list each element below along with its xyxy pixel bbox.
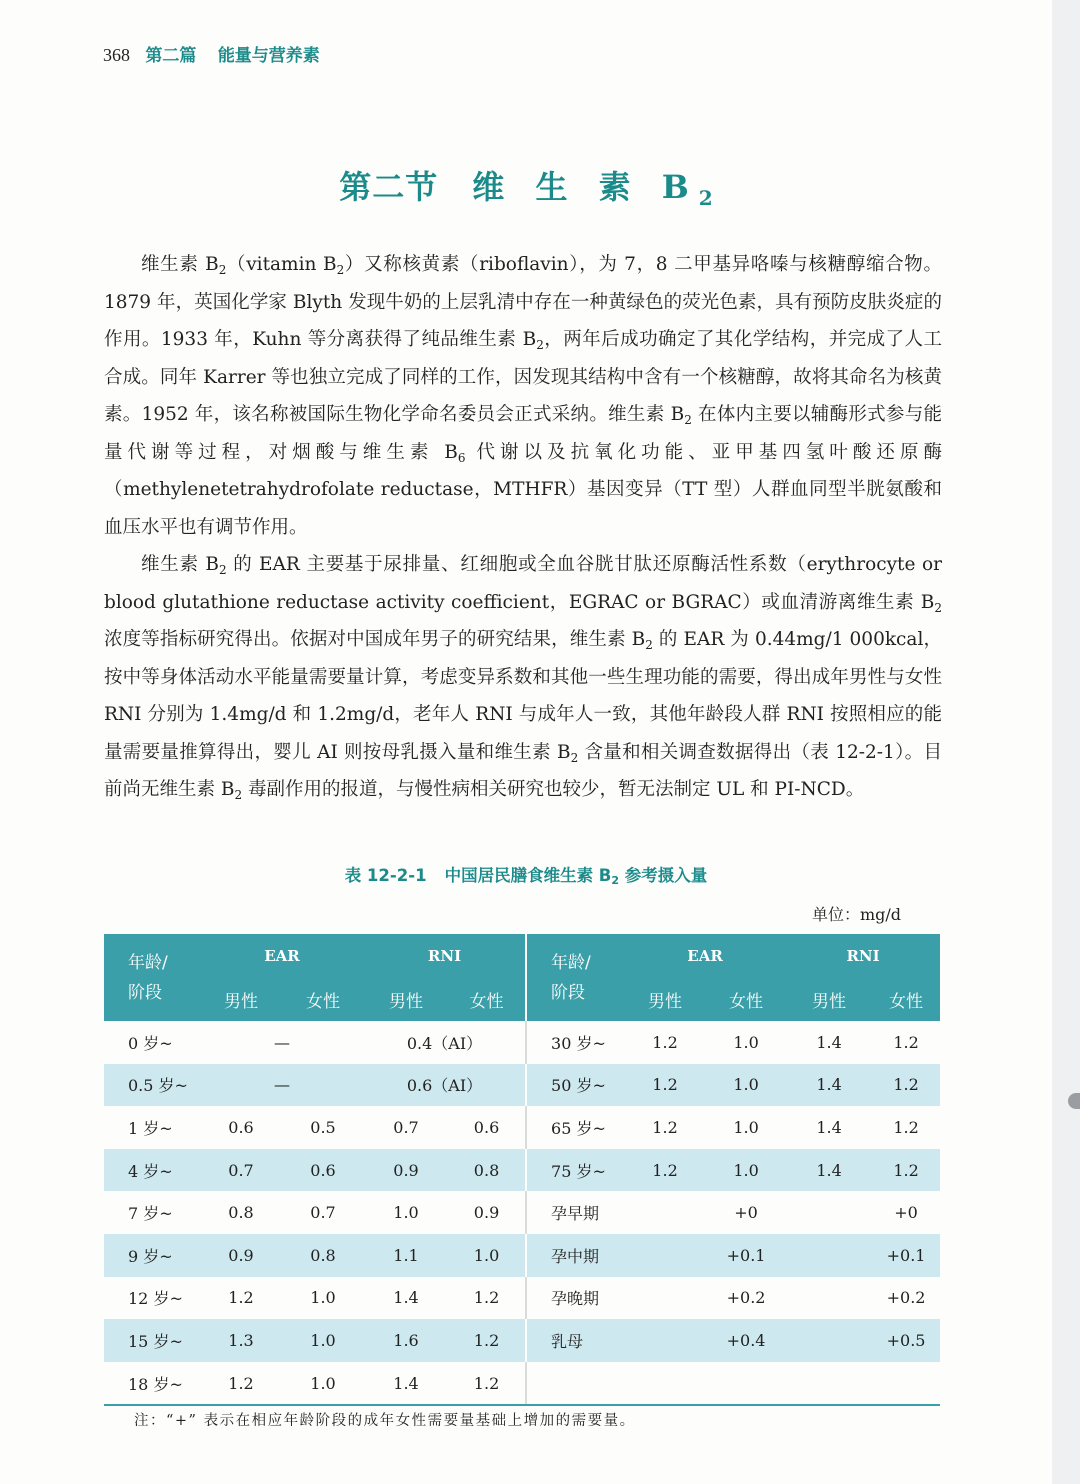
text-run: 的 EAR 为 0.44mg/1 000kcal，按中等身体活动水平能量需要量计算，考虑变异系数和其他一些生理功能的需要，得出成年男性与女性 RNI 分别为 1.4mg/d 和 1.2mg/d，老年人 RNI 与成年人一致，其他年龄段人群 RNI 按照相应的能量需要量推算得出，婴儿 AI 则按母乳摄入量和维生素 B [104,629,942,763]
subscript: 2 [234,788,243,802]
rni-female-header: 女性 [448,978,526,1021]
ear-header-left: EAR [200,934,364,978]
ear-male-header: 男性 [200,978,282,1021]
paragraph [104,546,942,809]
table-title: 中国居民膳食维生素 B [444,866,612,885]
text-run: 维生素 B [141,554,219,575]
value-cell [786,1362,872,1406]
value-cell: 1.0 [448,1234,526,1277]
page-number: 368 [103,45,130,65]
value-cell: 1.2 [624,1149,706,1192]
table-row [104,1277,940,1320]
age-cell: 0.5 岁~ [104,1064,200,1107]
subscript: 2 [336,263,345,277]
subscript: 2 [218,563,227,577]
age-header-right: 年龄/ 阶段 [526,934,624,1021]
subscript: 2 [684,413,692,427]
value-cell: 1.2 [652,1032,678,1052]
age-cell: 50 岁~ [526,1064,624,1107]
age-cell: 30 岁~ [551,1033,606,1053]
table-row [104,1191,940,1234]
text-run: ）又称核黄素（riboflavin），为 7，8 二甲基异咯嗪与核糖醇缩合物。1879 年，英国化学家 Blyth 发现牛奶的上层乳清中存在一种黄绿色的荧光色素，具有预防皮肤炎症的作用。1933 年，Kuhn 等分离获得了纯品维生素 B [104,254,942,350]
value-cell [624,1319,706,1362]
table-unit: 单位：mg/d [812,905,902,924]
value-cell: +0.1 [706,1234,786,1277]
value-cell: +0.5 [872,1319,940,1362]
section-name: 维 生 素 B [472,168,699,206]
value-cell: 1.4 [816,1117,842,1137]
text-run: 代谢以及抗氧化功能、亚甲基四氢叶酸还原酶（methylenetetrahydrofolate reductase，MTHFR）基因变异（TT 型）人群血同型半胱氨酸和血压水平也有调节作用。 [104,441,942,538]
value-cell: +0.1 [872,1234,940,1277]
age-header-left: 年龄/ 阶段 [104,934,200,1021]
age-cell: 7 岁~ [128,1204,173,1224]
value-cell: 1.2 [893,1032,919,1052]
value-cell: 1.2 [872,1149,940,1192]
value-cell: 0.7 [200,1149,282,1192]
chapter-label: 能量与营养素 [217,46,320,66]
rni-header-left: RNI [364,934,526,978]
value-cell: 1.2 [200,1362,282,1406]
rni-female-header: 女性 [872,978,940,1021]
text-run: 的 EAR 主要基于尿排量、红细胞或全血谷胱甘肽还原酶活性系数（erythrocyte or blood glutathione reductase activity coefficient，EGRAC or BGRAC）或血清游离维生素 B [104,554,942,613]
value-cell: 1.4 [393,1288,419,1308]
value-cell: +0.2 [886,1288,926,1308]
value-cell: 1.3 [200,1319,282,1362]
table-row [104,1149,940,1192]
table-row [104,1234,940,1277]
table-title-tail: 参考摄入量 [619,866,708,885]
value-cell: 0.7 [310,1203,336,1223]
rni-header-right: RNI [786,934,940,978]
value-cell: +0 [734,1203,758,1223]
value-cell [624,1277,706,1320]
table-caption [0,862,1052,887]
text-run: （vitamin B [226,254,337,275]
value-cell: 1.2 [448,1362,526,1406]
part-label: 第二篇 [145,46,197,66]
value-cell: 1.0 [733,1032,759,1052]
age-cell [526,1362,624,1406]
value-cell: 1.4 [816,1032,842,1052]
value-cell: 0.8 [282,1234,364,1277]
value-cell: 0.9 [448,1191,526,1234]
ear-male-header: 男性 [624,978,706,1021]
paragraph [104,246,942,546]
value-cell [786,1319,872,1362]
rni-male-header: 男性 [786,978,872,1021]
text-run: 维生素 B [141,254,219,275]
value-cell: 0.8 [448,1149,526,1192]
value-cell [624,1191,706,1234]
age-cell: 孕中期 [526,1234,624,1277]
section-title [0,162,1052,210]
table-row [104,1106,940,1149]
ear-merged-cell: — [200,1064,364,1107]
value-cell: 1.0 [706,1149,786,1192]
text-run: 在体内主要以辅酶形式参与能量代谢等过程，对烟酸与维生素 B [104,404,942,463]
subscript: 2 [536,338,544,352]
value-cell: 1.2 [652,1117,678,1137]
subscript: 2 [570,750,579,765]
value-cell: 0.9 [200,1234,282,1277]
value-cell: 1.0 [282,1362,364,1406]
value-cell [786,1191,872,1234]
value-cell: 1.2 [228,1288,254,1308]
table-row [104,1021,940,1064]
value-cell: 1.4 [364,1362,448,1406]
rni-merged-cell: 0.6（AI） [364,1064,526,1107]
value-cell: 1.2 [872,1064,940,1107]
value-cell: 0.6 [228,1117,254,1137]
viewer-margin [1052,0,1080,1484]
rni-male-header: 男性 [364,978,448,1021]
value-cell: 0.5 [310,1117,336,1137]
ear-merged-cell: — [274,1032,290,1052]
table-row [104,1319,940,1362]
value-cell: 1.2 [448,1277,526,1320]
value-cell [624,1362,706,1406]
value-cell: 1.0 [706,1064,786,1107]
value-cell: 1.0 [310,1288,336,1308]
scroll-indicator[interactable] [1068,1093,1080,1109]
text-run: ，两年后成功确定了其化学结构，并完成了人工合成。同年 Karrer 等也独立完成了同样的工作，因发现其结构中含有一个核糖醇，故将其命名为核黄素。1952 年，该名称被国际生物化学命名委员会正式采纳。维生素 B [104,329,942,425]
age-cell: 孕晚期 [551,1289,600,1309]
age-cell: 1 岁~ [128,1118,173,1138]
section-number: 第二节 [339,168,439,206]
age-cell: 65 岁~ [551,1118,606,1138]
rni-merged-cell: 0.4（AI） [364,1021,526,1064]
value-cell: 1.2 [624,1064,706,1107]
subscript: 2 [218,263,227,277]
age-cell: 4 岁~ [104,1149,200,1192]
table-title-subscript: 2 [611,874,620,887]
table-number: 表 12-2-1 [344,866,427,885]
age-cell: 孕早期 [551,1204,600,1224]
text-run: 浓度等指标研究得出。依据对中国成年男子的研究结果，维生素 B [104,629,646,650]
running-head [103,41,320,66]
value-cell: 0.9 [364,1149,448,1192]
subscript: 6 [457,450,466,465]
value-cell: 0.6 [448,1106,526,1149]
age-cell: 12 岁~ [128,1289,183,1309]
value-cell: 0.6 [282,1149,364,1192]
value-cell: +0.4 [706,1319,786,1362]
value-cell [624,1234,706,1277]
body-text [104,246,942,809]
subscript: 2 [645,638,653,652]
age-cell: 9 岁~ [104,1234,200,1277]
ear-header-right: EAR [624,934,786,978]
value-cell [872,1362,940,1406]
table-row [104,1362,940,1406]
value-cell [786,1234,872,1277]
age-cell: 18 岁~ [104,1362,200,1406]
age-cell: 15 岁~ [104,1319,200,1362]
value-cell: 1.0 [733,1117,759,1137]
dri-table [104,934,940,1406]
value-cell: 1.1 [364,1234,448,1277]
value-cell: 1.4 [786,1149,872,1192]
section-name-subscript: 2 [698,186,713,210]
text-run: 含量和相关调查数据得出（表 12-2-1）。目前尚无维生素 B [104,741,942,800]
ear-female-header: 女性 [706,978,786,1021]
value-cell: 0.8 [228,1203,254,1223]
table-note: 注：“+” 表示在相应年龄阶段的成年女性需要量基础上增加的需要量。 [134,1413,636,1429]
age-cell: 0 岁~ [128,1033,173,1053]
table-row [104,1064,940,1107]
value-cell: +0.2 [726,1288,766,1308]
value-cell: +0 [894,1203,918,1223]
age-cell: 乳母 [526,1319,624,1362]
value-cell: 1.0 [393,1203,419,1223]
value-cell [706,1362,786,1406]
value-cell: 1.2 [448,1319,526,1362]
value-cell [786,1277,872,1320]
ear-female-header: 女性 [282,978,364,1021]
subscript: 2 [934,600,942,615]
value-cell: 1.4 [786,1064,872,1107]
text-run: 毒副作用的报道，与慢性病相关研究也较少，暂无法制定 UL 和 PI-NCD。 [242,779,865,800]
age-cell: 75 岁~ [526,1149,624,1192]
value-cell: 0.7 [393,1117,419,1137]
value-cell: 1.0 [282,1319,364,1362]
value-cell: 1.6 [364,1319,448,1362]
value-cell: 1.2 [893,1117,919,1137]
